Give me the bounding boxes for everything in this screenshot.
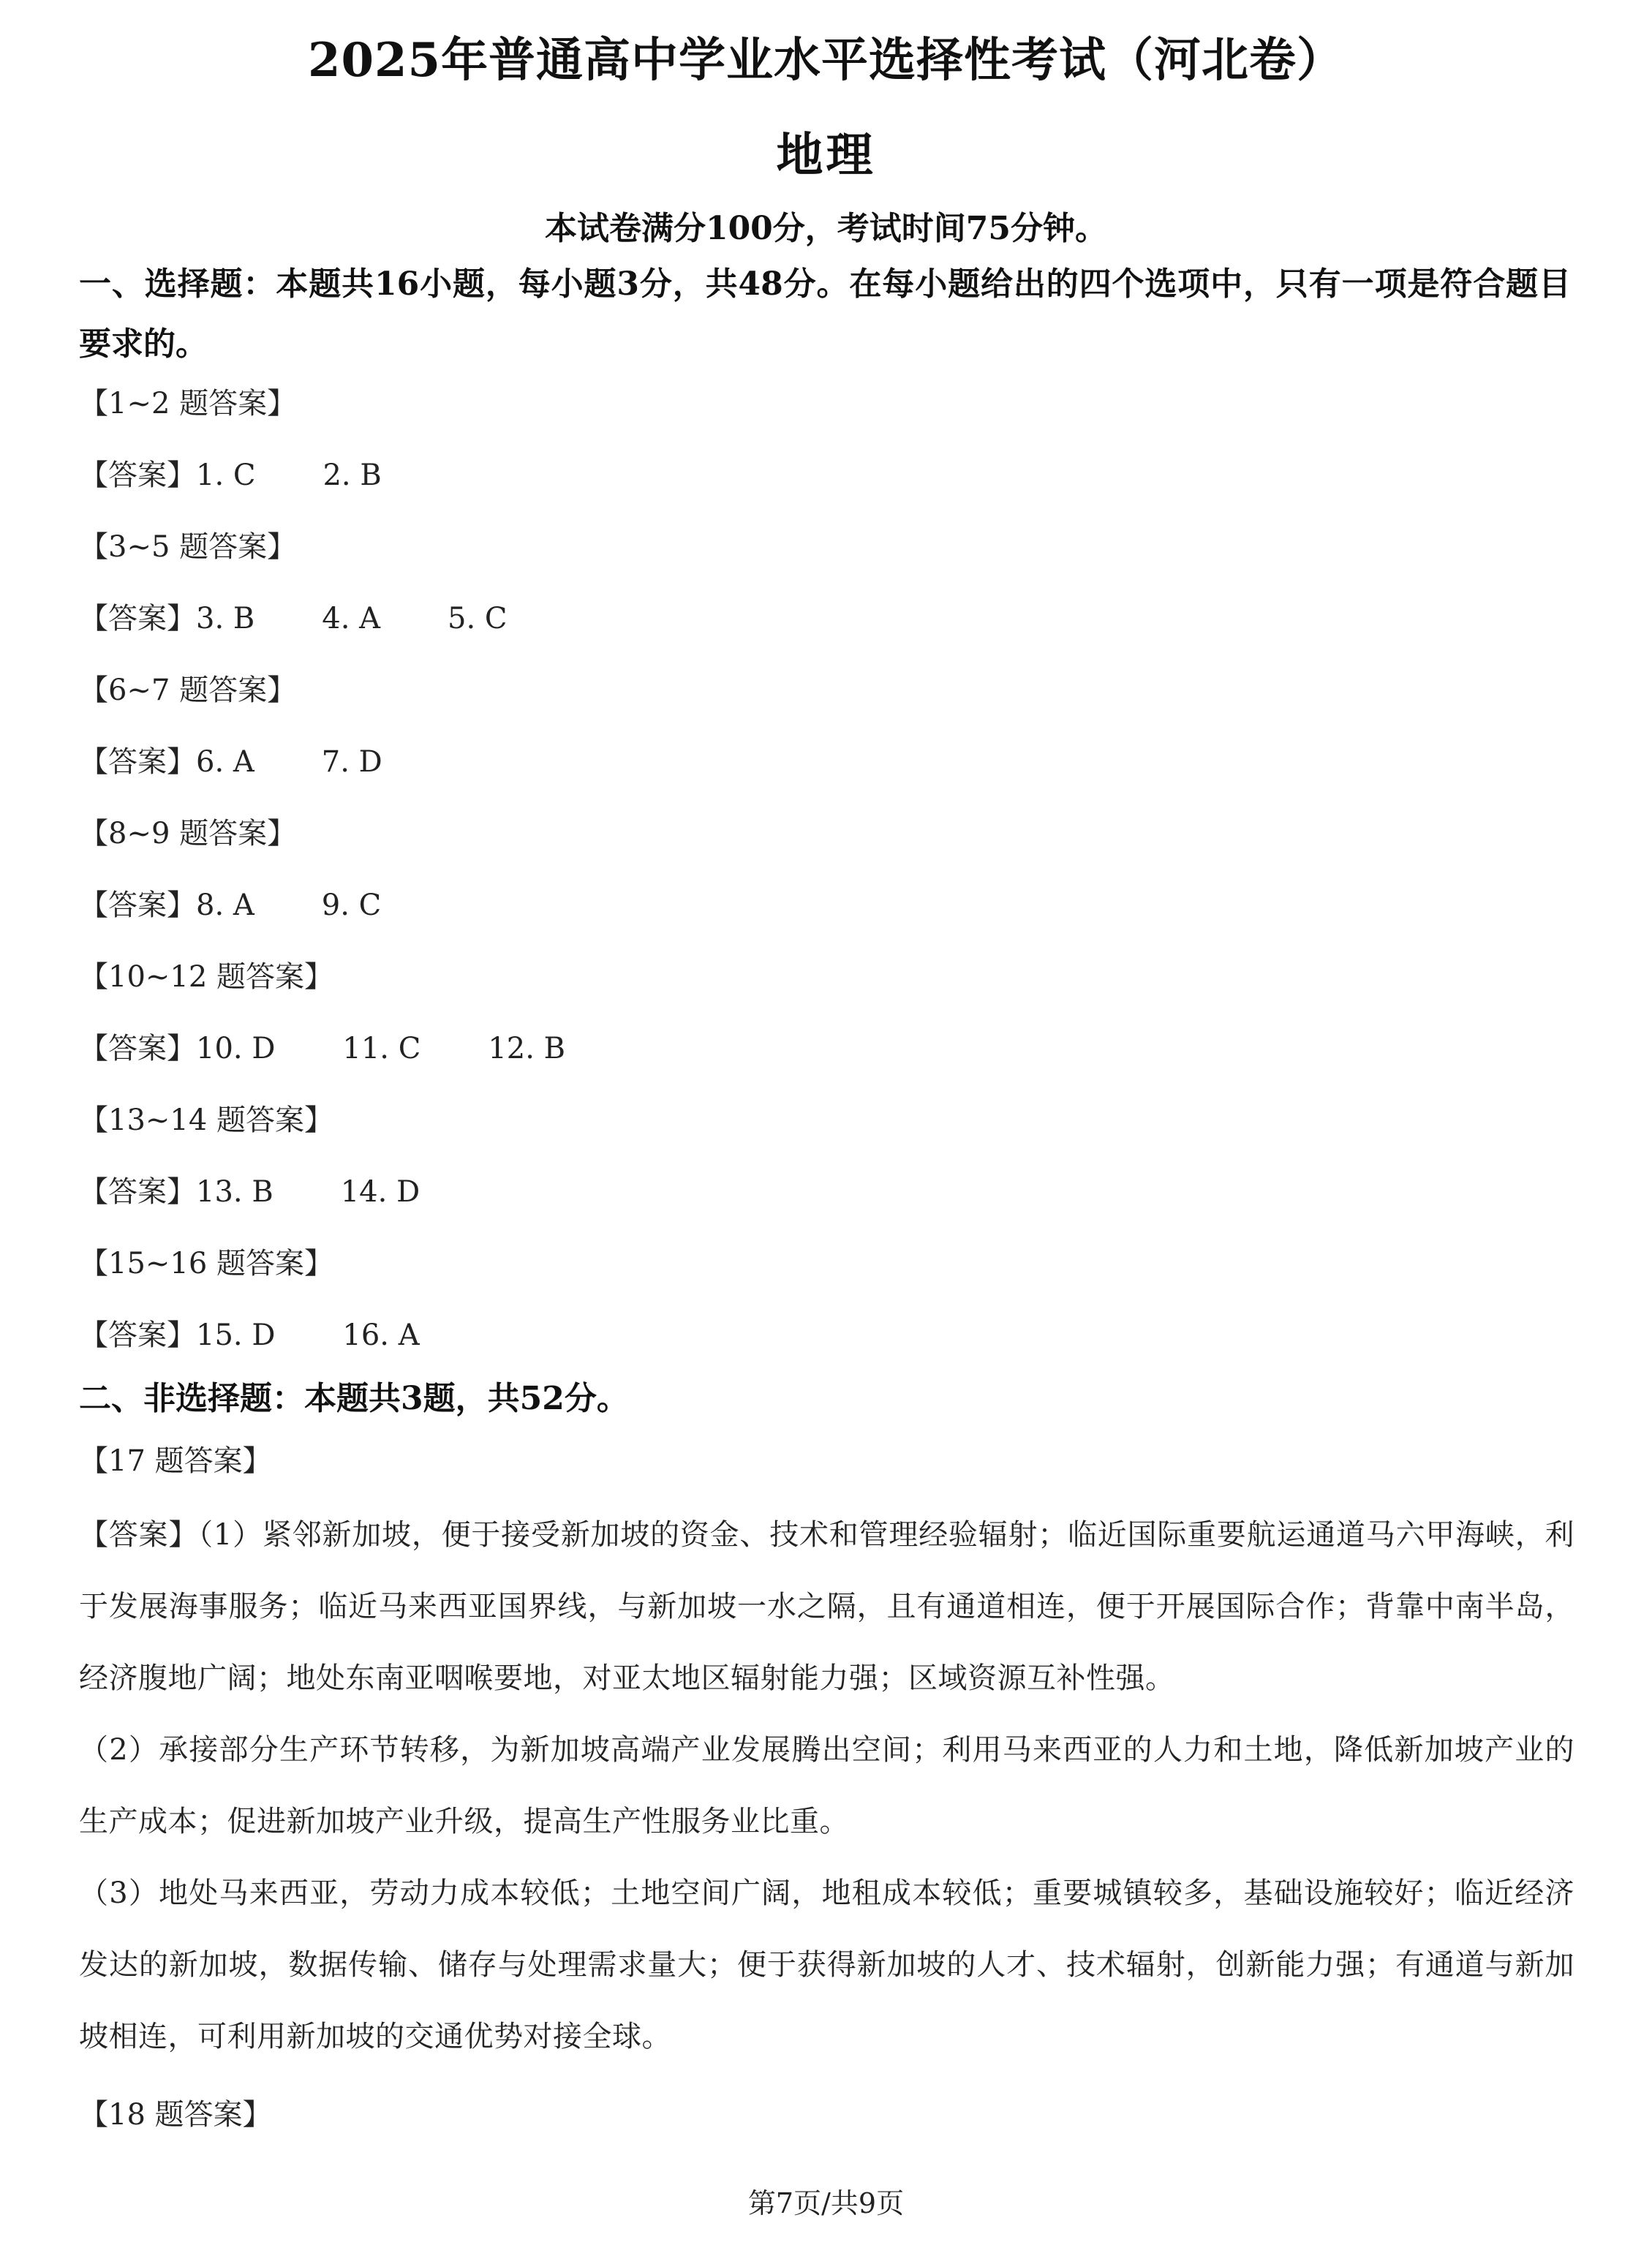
q17-label: 【17 题答案】 — [79, 1444, 272, 1478]
answer-item: 16. A — [342, 1318, 420, 1352]
subject-title: 地理 — [776, 128, 876, 183]
group-label: 【10~12 题答案】 — [79, 960, 334, 994]
answer-item: 11. C — [342, 1032, 421, 1065]
answer-item: 9. C — [321, 888, 382, 922]
exam-title: 2025年普通高中学业水平选择性考试（河北卷） — [307, 33, 1345, 88]
q17-answer-part2: （2）承接部分生产环节转移，为新加坡高端产业发展腾出空间；利用马来西亚的人力和土地，降低新加坡产业的生产成本；促进新加坡产业升级，提高生产性服务业比重。 — [79, 1733, 1574, 1838]
q17-answer-part3: （3）地处马来西亚，劳动力成本较低；土地空间广阔，地租成本较低；重要城镇较多，基础设施较好；临近经济发达的新加坡，数据传输、储存与处理需求量大；便于获得新加坡的人才、技术辐射，创新能力强；有通道与新加坡相连，可利用新加坡的交通优势对接全球。 — [79, 1876, 1574, 2053]
group-label: 【1~2 题答案】 — [79, 387, 297, 420]
answer-item: 15. D — [196, 1318, 276, 1352]
answer-item: 5. C — [448, 602, 508, 635]
answer-prefix: 【答案】 — [79, 602, 196, 635]
answer-prefix: 【答案】 — [79, 888, 196, 922]
answer-row — [79, 740, 1574, 784]
answer-item: 2. B — [323, 459, 382, 492]
group-label: 【15~16 题答案】 — [79, 1247, 334, 1280]
exam-notice: 本试卷满分100分，考试时间75分钟。 — [544, 210, 1108, 247]
answer-item: 4. A — [322, 602, 381, 635]
section1-heading: 一、选择题：本题共16小题，每小题3分，共48分。在每小题给出的四个选项中，只有一项是符合题目要求的。 — [79, 265, 1571, 363]
answer-prefix: 【答案】 — [79, 1032, 196, 1065]
group-label: 【8~9 题答案】 — [79, 817, 297, 850]
answer-item: 12. B — [488, 1032, 566, 1065]
group-label: 【3~5 题答案】 — [79, 530, 297, 564]
answer-item: 6. A — [196, 745, 254, 779]
answer-prefix: 【答案】 — [79, 1318, 196, 1352]
answer-item: 1. C — [196, 459, 256, 492]
answer-item: 14. D — [340, 1175, 420, 1209]
group-label: 【6~7 题答案】 — [79, 674, 297, 707]
answer-row — [79, 597, 1574, 641]
answer-row — [79, 1313, 1574, 1357]
answer-item: 7. D — [321, 745, 382, 779]
answer-item: 8. A — [196, 888, 254, 922]
section2-heading: 二、非选择题：本题共3题，共52分。 — [79, 1380, 629, 1417]
q18-label: 【18 题答案】 — [79, 2098, 272, 2132]
page-number: 第7页/共9页 — [747, 2187, 905, 2219]
answer-item: 10. D — [196, 1032, 276, 1065]
answer-prefix: 【答案】 — [79, 745, 196, 779]
answer-prefix: 【答案】 — [79, 1175, 196, 1209]
q17-answer-part1: 【答案】（1）紧邻新加坡，便于接受新加坡的资金、技术和管理经验辐射；临近国际重要航运通道马六甲海峡，利于发展海事服务；临近马来西亚国界线，与新加坡一水之隔，且有通道相连，便于开展国际合作；背靠中南半岛，经济腹地广阔；地处东南亚咽喉要地，对亚太地区辐射能力强；区域资源互补性强。 — [79, 1518, 1574, 1695]
answer-prefix: 【答案】 — [79, 459, 196, 492]
answer-row — [79, 1170, 1574, 1214]
group-label: 【13~14 题答案】 — [79, 1103, 334, 1137]
answer-row — [79, 453, 1574, 497]
answer-row — [79, 883, 1574, 927]
answer-item: 3. B — [196, 602, 255, 635]
answer-row — [79, 1027, 1574, 1071]
answer-item: 13. B — [196, 1175, 274, 1209]
